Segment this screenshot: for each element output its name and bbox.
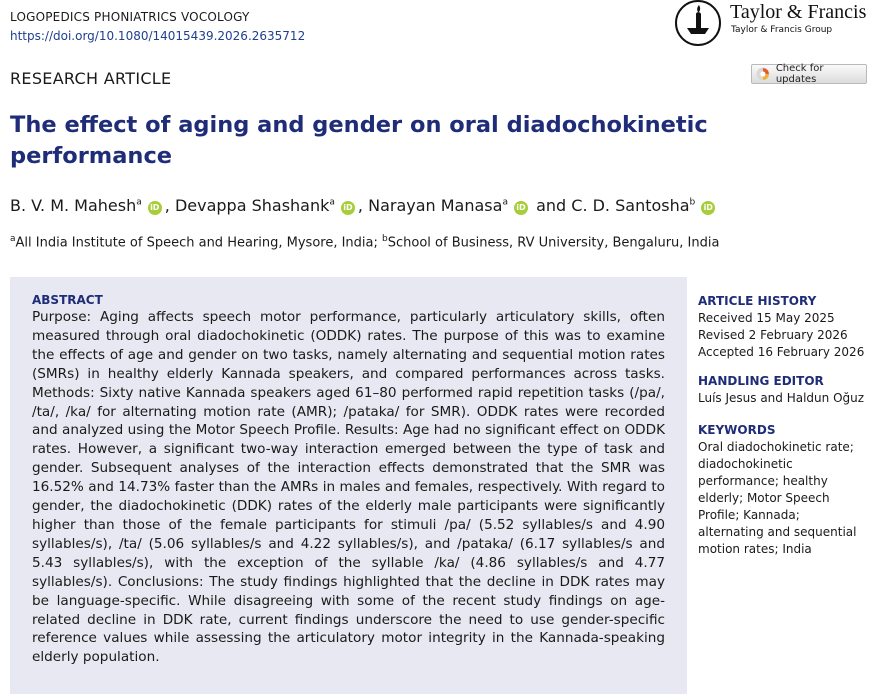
orcid-icon[interactable]: iD	[514, 201, 528, 215]
author-name[interactable]: B. V. M. Mahesh	[10, 196, 137, 215]
affiliation-mark: b	[382, 234, 388, 244]
author-name[interactable]: C. D. Santosha	[571, 196, 690, 215]
author-separator: ,	[164, 196, 170, 215]
keywords	[698, 423, 878, 558]
keywords-heading: KEYWORDS	[698, 423, 776, 437]
abstract-text: Purpose: Aging affects speech motor performance, particularly articulatory skills, often measured through oral diadochokinetic (ODDK) rates. The purpose of this was to examine the effects of age and gender on two tasks, namely alternating and sequential motion rates (SMRs) in healthy elderly Kannada speakers, and compared performances across tasks. Methods: Sixty native Kannada speakers aged 61–80 performed rapid repetition tasks (/pa/, /ta/, /ka/ for alternating motion rate (AMR); /pataka/ for SMR). ODDK rates were recorded and analyzed using the Motor Speech Profile. Results: Age had no significant effect on ODDK rates. However, a significant two-way interaction emerged between the type of task and gender. Subsequent analyses of the interaction effects demonstrated that the SMR was 16.52% and 14.73% faster than the AMRs in males and females, respectively. With regard to gender, the diadochokinetic (DDK) rates of the elderly male participants were significantly higher than those of the female participants for stimuli /pa/ (5.52 syllables/s and 4.90 syllables/s), /ta/ (5.06 syllables/s and 4.22 syllables/s), and /pataka/ (6.17 syllables/s and 5.43 syllables/s), with the exception of the syllable /ka/ (4.86 syllables/s and 4.77 syllables/s). Conclusions: The study findings highlighted that the decline in DDK rates may be language-specific. While disagreeing with some of the recent study findings on age-related decline in DDK rate, current findings underscore the need to use gender-specific reference values while assessing the articulatory motor integrity in the Kannada-speaking elderly population.	[32, 309, 665, 666]
publisher-name: Taylor & Francis	[730, 1, 867, 23]
check-updates-button[interactable]	[751, 64, 867, 84]
author-separator: ,	[357, 196, 363, 215]
author-affiliation-mark: a	[329, 197, 335, 208]
affiliations	[10, 234, 719, 250]
affiliation-a: All India Institute of Speech and Hearing, Mysore, India;	[15, 235, 378, 251]
abstract-section	[10, 277, 687, 694]
doi-link[interactable]: https://doi.org/10.1080/14015439.2026.2635712	[10, 29, 306, 43]
revised-date: Revised 2 February 2026	[698, 328, 848, 342]
handling-editor	[698, 374, 878, 407]
paper-title: The effect of aging and gender on oral diadochokinetic performance	[10, 112, 708, 169]
article-history	[698, 294, 878, 361]
publisher-group: Taylor & Francis Group	[731, 25, 833, 35]
author-affiliation-mark: b	[689, 197, 696, 208]
abstract-heading: ABSTRACT	[32, 293, 103, 307]
author-list	[10, 196, 718, 215]
orcid-icon[interactable]: iD	[148, 201, 162, 215]
handling-editor-heading: HANDLING EDITOR	[698, 374, 824, 388]
affiliation-b: School of Business, RV University, Bengaluru, India	[387, 235, 720, 251]
author-name[interactable]: Devappa Shashank	[174, 196, 330, 215]
journal-name: LOGOPEDICS PHONIATRICS VOCOLOGY	[10, 10, 250, 24]
affiliation-mark: a	[10, 234, 16, 244]
author-affiliation-mark: a	[502, 197, 508, 208]
article-history-heading: ARTICLE HISTORY	[698, 294, 817, 308]
author-and: and	[536, 196, 567, 215]
orcid-icon[interactable]: iD	[701, 201, 715, 215]
handling-editor-names: Luís Jesus and Haldun Oğuz	[698, 391, 865, 405]
received-date: Received 15 May 2025	[698, 311, 835, 325]
orcid-icon[interactable]: iD	[341, 201, 355, 215]
accepted-date: Accepted 16 February 2026	[698, 345, 865, 359]
publisher-logo-icon	[674, 0, 722, 46]
check-updates-icon	[756, 67, 770, 81]
keywords-text: Oral diadochokinetic rate; diadochokinetic performance; healthy elderly; Motor Speech Profile; Kannada; alternating and sequential motion rates; India	[698, 440, 857, 556]
author-name[interactable]: Narayan Manasa	[368, 196, 503, 215]
author-affiliation-mark: a	[136, 197, 142, 208]
check-updates-label: Check for updates	[775, 63, 824, 85]
publisher-logo	[674, 0, 874, 46]
article-type: RESEARCH ARTICLE	[10, 69, 172, 88]
